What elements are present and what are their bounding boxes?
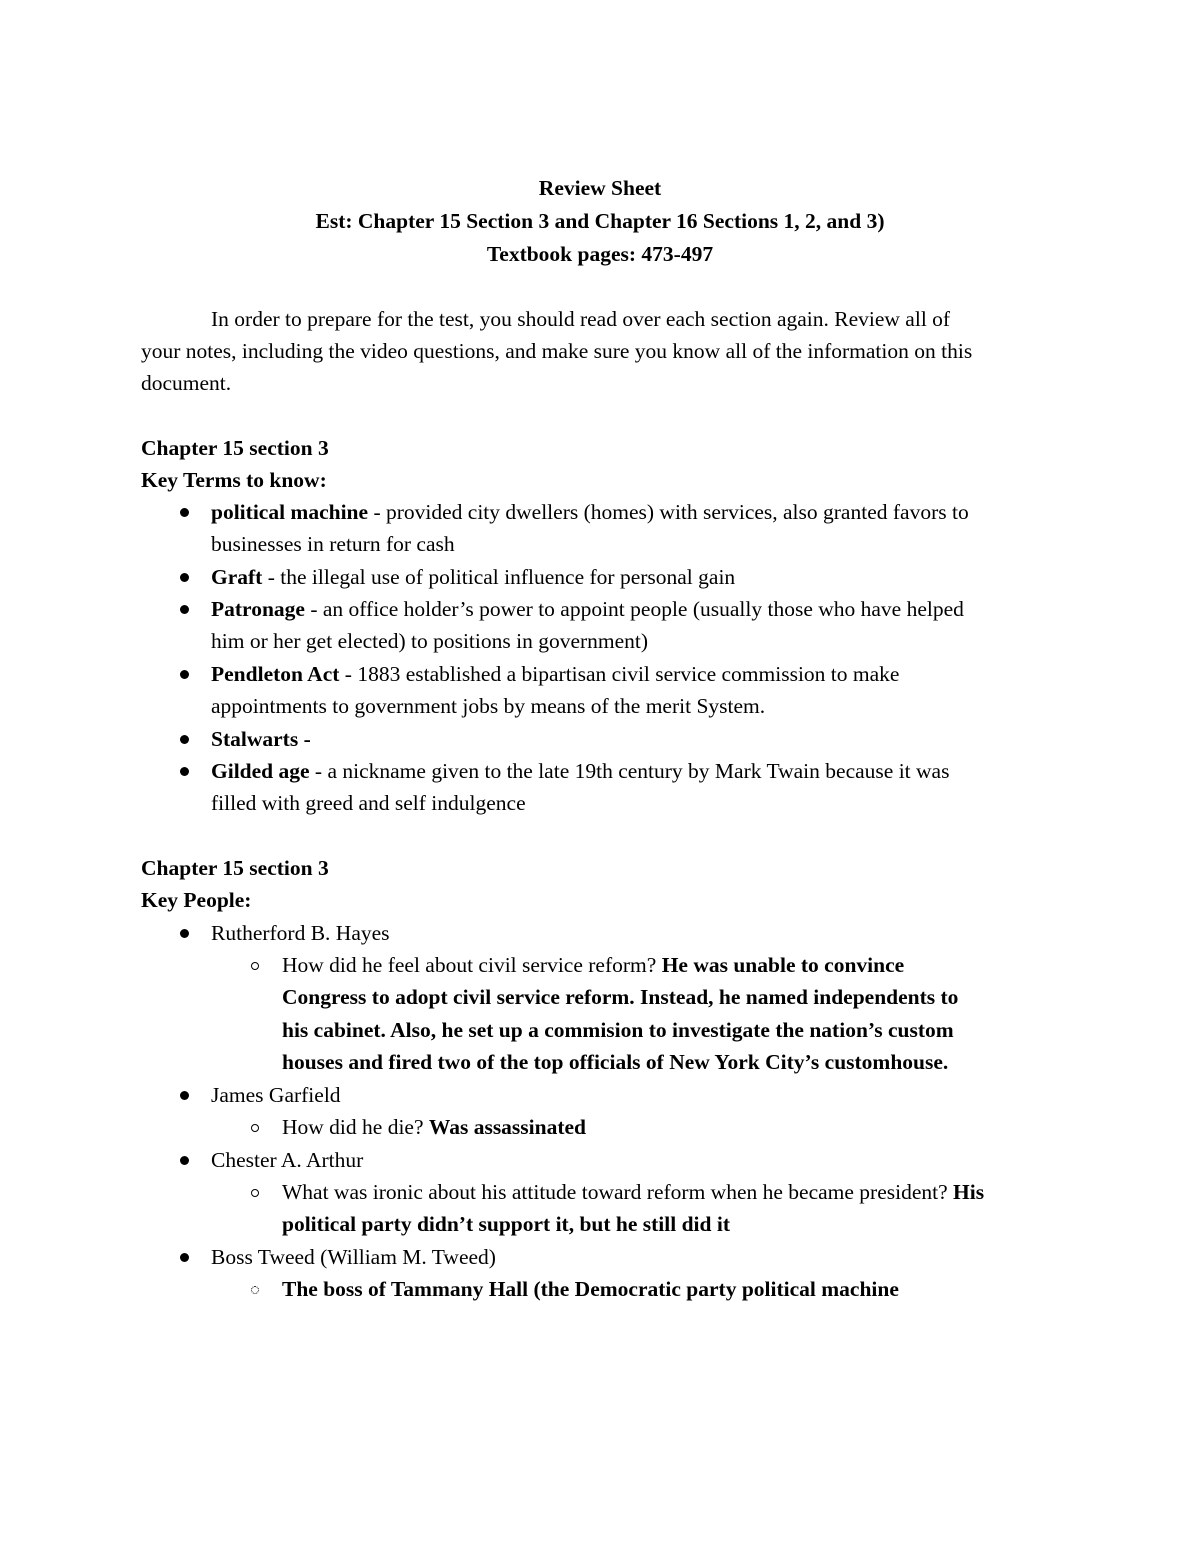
term-name: Pendleton Act [211, 662, 340, 686]
term-definition-cont: him or her get elected) to positions in government) [211, 629, 649, 653]
term-definition-cont: businesses in return for cash [211, 532, 455, 556]
answer-text: political party didn’t support it, but he still did it [282, 1212, 730, 1236]
term-definition: - [298, 727, 311, 751]
term-name: Patronage [211, 597, 305, 621]
question-text: How did he feel about civil service reform? [282, 953, 662, 977]
document-title: Review Sheet [538, 176, 662, 200]
term-definition-cont: filled with greed and self indulgence [211, 791, 526, 815]
document-subtitle: Est: Chapter 15 Section 3 and Chapter 16 Sections 1, 2, and 3) [315, 209, 885, 233]
answer-text: Congress to adopt civil service reform. Instead, he named independents to [282, 985, 959, 1009]
bullet-icon [180, 508, 189, 517]
list-item [282, 949, 904, 981]
bullet-icon [180, 605, 189, 614]
sub-bullet-icon [251, 962, 259, 970]
bullet-icon [180, 767, 189, 776]
person-name: Rutherford B. Hayes [211, 921, 390, 945]
person-name: Chester A. Arthur [211, 1148, 364, 1172]
list-item [211, 658, 899, 690]
list-item [211, 496, 969, 528]
term-name: Stalwarts [211, 727, 299, 751]
sub-bullet-icon [251, 1286, 259, 1294]
term-name: Graft [211, 565, 263, 589]
term-definition: - an office holder’s power to appoint people (usually those who have helped [304, 597, 964, 621]
term-definition-cont: appointments to government jobs by means of the merit System. [211, 694, 766, 718]
answer-text: houses and fired two of the top officials of New York City’s customhouse. [282, 1050, 949, 1074]
term-definition: - a nickname given to the late 19th century by Mark Twain because it was [309, 759, 950, 783]
term-definition: - 1883 established a bipartisan civil service commission to make [339, 662, 900, 686]
person-name: James Garfield [211, 1083, 341, 1107]
term-name: political machine [211, 500, 369, 524]
bullet-icon [180, 573, 189, 582]
answer-text: He was unable to convince [661, 953, 905, 977]
bullet-icon [180, 929, 189, 938]
bullet-icon [180, 1091, 189, 1100]
term-name: Gilded age [211, 759, 310, 783]
answer-text: His [953, 1180, 985, 1204]
term-definition: - the illegal use of political influence for personal gain [262, 565, 736, 589]
section-subheading: Key Terms to know: [141, 468, 327, 492]
intro-line: document. [141, 371, 232, 395]
answer-text: The boss of Tammany Hall (the Democratic party political machine [282, 1277, 899, 1301]
section-heading: Chapter 15 section 3 [141, 856, 329, 880]
intro-line: In order to prepare for the test, you should read over each section again. Review all of [211, 307, 951, 331]
bullet-icon [180, 735, 189, 744]
sub-bullet-icon [251, 1124, 259, 1132]
question-text: How did he die? [282, 1115, 429, 1139]
intro-line: your notes, including the video questions, and make sure you know all of the information on this [141, 339, 973, 363]
section-heading: Chapter 15 section 3 [141, 436, 329, 460]
bullet-icon [180, 1156, 189, 1165]
list-item [211, 755, 949, 787]
person-name: Boss Tweed (William M. Tweed) [211, 1245, 496, 1269]
list-item [211, 593, 964, 625]
answer-text: Was assassinated [428, 1115, 587, 1139]
list-item [211, 723, 311, 755]
question-text: What was ironic about his attitude toward reform when he became president? [282, 1180, 954, 1204]
term-definition: - provided city dwellers (homes) with services, also granted favors to [368, 500, 969, 524]
textbook-pages: Textbook pages: 473-497 [486, 242, 714, 266]
list-item [282, 1111, 586, 1143]
bullet-icon [180, 1253, 189, 1262]
list-item [282, 1176, 984, 1208]
list-item [211, 561, 735, 593]
bullet-icon [180, 670, 189, 679]
sub-bullet-icon [251, 1189, 259, 1197]
answer-text: his cabinet. Also, he set up a commision to investigate the nation’s custom [282, 1018, 954, 1042]
section-subheading: Key People: [141, 888, 252, 912]
